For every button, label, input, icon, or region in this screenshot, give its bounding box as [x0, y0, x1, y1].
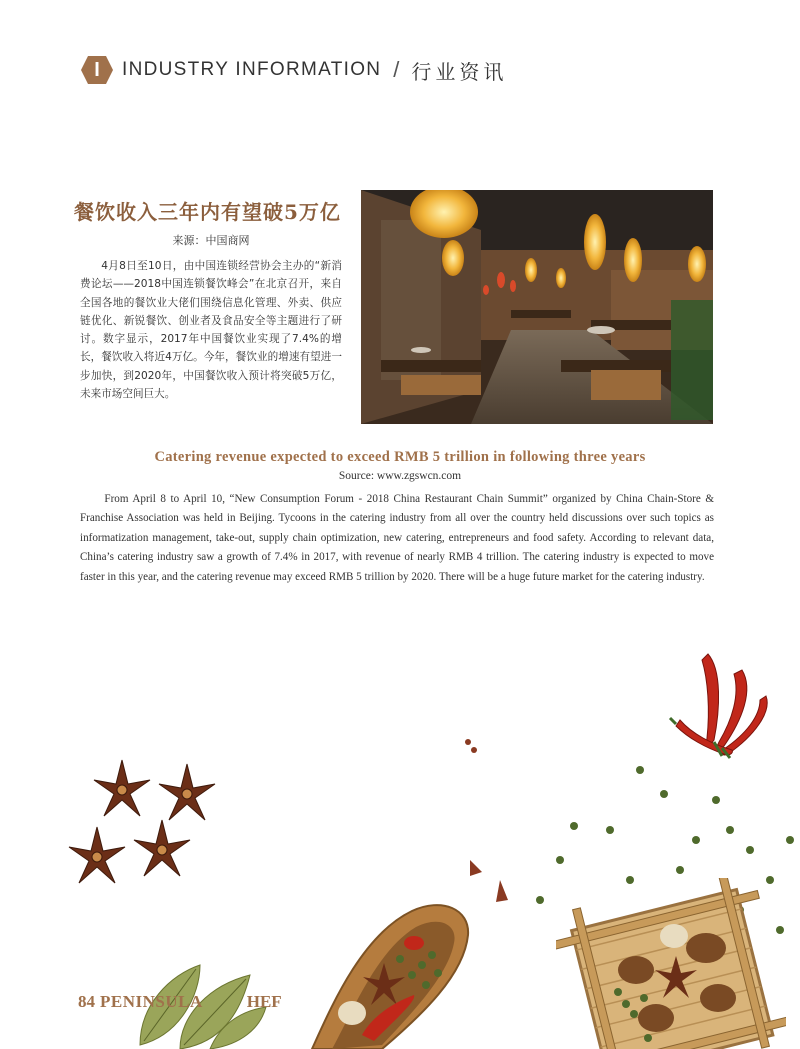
article-cn-title: 餐饮收入三年内有望破5万亿: [74, 200, 341, 224]
article-en-source: Source: www.zgswcn.com: [338, 470, 462, 482]
article-en-title: Catering revenue expected to exceed RMB 5 trillion in following three years: [154, 449, 646, 465]
page-number: 84: [78, 992, 95, 1011]
section-title-cn: 行业资讯: [411, 59, 508, 84]
magazine-name-suffix: HEF: [246, 992, 282, 1011]
star-anise-decoration: [62, 752, 232, 902]
page-footer: [78, 990, 282, 1014]
article-cn-body: 4月8日至10日，由中国连锁经营协会主办的“新消费论坛——2018中国连锁餐饮峰会”在北京召开，来自全国各地的餐饮业大佬们围绕信息化管理、外卖、供应链优化、新锐餐饮、创业者及食品安全等主题进行了研讨。数字显示，2017年中国餐饮业实现了7.4%的增长，餐饮收入将近4万亿。今年，餐饮业的增速有望进一步加快，到2020年，中国餐饮收入预计将突破5万亿，未来市场空间巨大。: [80, 260, 342, 401]
article-en-body: From April 8 to April 10, “New Consumption Forum - 2018 China Restaurant Chain Summit” organized by China Chain-Store & Franchise Association was held in Beijing. Tycoons in the catering industry from all over the country held discussions over such topics as informatization management, take-out, supply chain optimization, new catering, entrepreneurs and food safety. According to relevant data, China’s catering industry saw a growth of 7.4% in 2017, with revenue of nearly RMB 4 trillion. The catering industry is expected to move faster in this year, and the catering revenue may exceed RMB 5 trillion by 2020. There will be a huge future market for the catering industry.: [80, 493, 714, 583]
wooden-spoon-with-spices-decoration: [292, 895, 477, 1049]
restaurant-photo-illustration: [361, 190, 713, 424]
magazine-name: PENINSULA: [100, 992, 203, 1011]
hexagon-badge-icon: [80, 55, 114, 85]
restaurant-interior-photo: [361, 190, 713, 424]
section-title-separator: /: [393, 57, 400, 82]
bamboo-tray-with-spices-decoration: [556, 878, 786, 1049]
section-title-en: INDUSTRY INFORMATION: [122, 59, 382, 80]
section-header: [80, 52, 507, 88]
article-cn-source: 来源：中国商网: [172, 234, 250, 247]
badge-letter: I: [94, 58, 100, 81]
